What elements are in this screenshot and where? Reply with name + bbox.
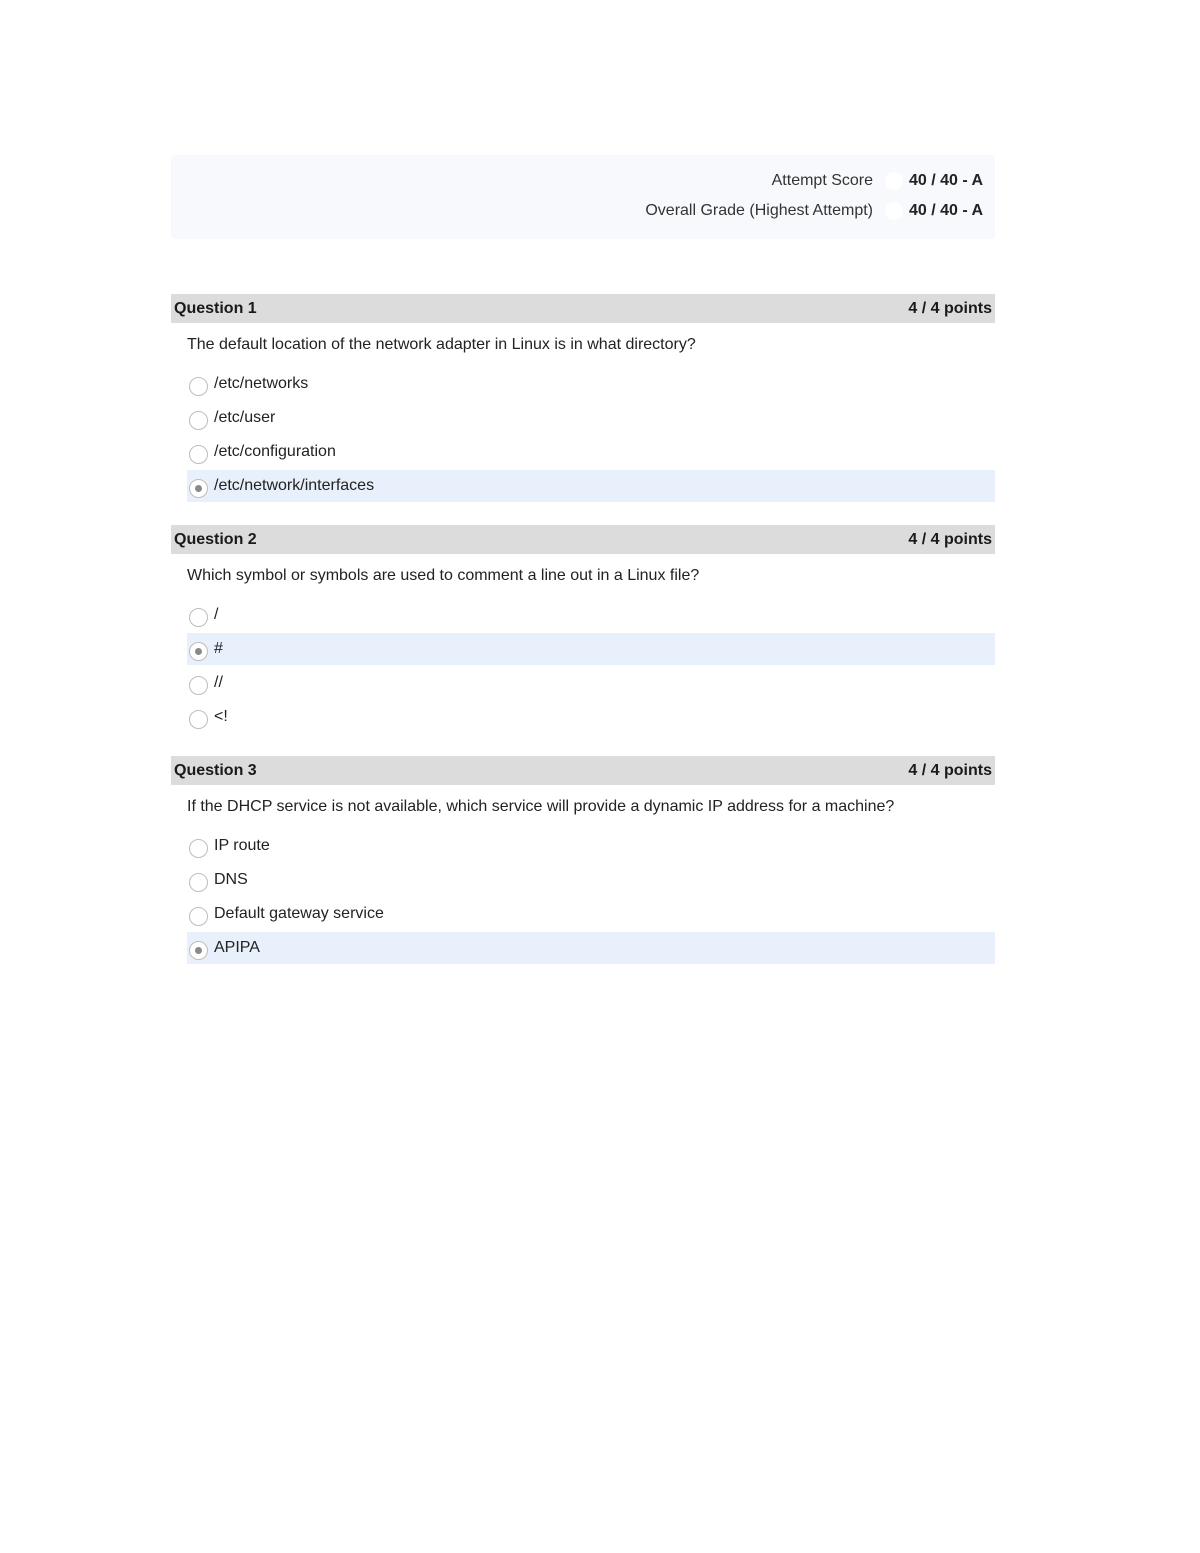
question-list (171, 294, 995, 964)
question-points: 4 / 4 points (908, 761, 992, 779)
overall-grade-row (645, 199, 995, 223)
answer-option[interactable] (187, 830, 995, 862)
attempt-score-label: Attempt Score (771, 172, 873, 189)
question-title: Question 1 (174, 299, 257, 317)
answer-option-label: /etc/network/interfaces (214, 477, 375, 494)
radio-button-icon[interactable] (189, 907, 208, 926)
radio-button-icon[interactable] (189, 839, 208, 858)
answer-option[interactable] (187, 402, 995, 434)
answer-option-selected[interactable] (187, 932, 995, 964)
answer-options (187, 368, 995, 502)
radio-button-icon[interactable] (189, 377, 208, 396)
attempt-score-value: 40 / 40 - A (909, 172, 984, 189)
question-title: Question 3 (174, 761, 257, 779)
radio-button-icon[interactable] (189, 710, 208, 729)
radio-button-checked-icon[interactable] (189, 479, 208, 498)
answer-option-label: /etc/configuration (214, 443, 336, 460)
overall-grade-value: 40 / 40 - A (909, 202, 984, 219)
question-header (171, 756, 995, 785)
question-1 (171, 294, 995, 502)
question-title: Question 2 (174, 530, 257, 548)
question-header (171, 294, 995, 323)
answer-option-label: IP route (214, 837, 270, 854)
answer-option-label: // (214, 674, 223, 691)
overall-grade-label: Overall Grade (Highest Attempt) (645, 202, 873, 219)
question-points: 4 / 4 points (908, 299, 992, 317)
answer-option-label: <! (214, 708, 228, 725)
score-indicator-icon (885, 172, 903, 190)
question-header (171, 525, 995, 554)
answer-option[interactable] (187, 701, 995, 733)
answer-option-label: # (214, 640, 223, 657)
attempt-score-row (772, 169, 995, 193)
score-summary (171, 155, 995, 239)
answer-options (187, 830, 995, 964)
radio-button-icon[interactable] (189, 873, 208, 892)
answer-option-label: /etc/networks (214, 375, 309, 392)
radio-button-icon[interactable] (189, 411, 208, 430)
answer-option-label: DNS (214, 871, 248, 888)
quiz-results-page (171, 155, 995, 987)
radio-button-checked-icon[interactable] (189, 642, 208, 661)
answer-option[interactable] (187, 864, 995, 896)
radio-button-checked-icon[interactable] (189, 941, 208, 960)
score-indicator-icon (885, 202, 903, 220)
question-2 (171, 525, 995, 733)
answer-options (187, 599, 995, 733)
question-text: The default location of the network adapter in Linux is in what directory? (187, 336, 696, 353)
answer-option[interactable] (187, 667, 995, 699)
answer-option[interactable] (187, 368, 995, 400)
answer-option[interactable] (187, 599, 995, 631)
answer-option-selected[interactable] (187, 470, 995, 502)
answer-option[interactable] (187, 436, 995, 468)
answer-option-label: /etc/user (214, 409, 276, 426)
radio-button-icon[interactable] (189, 676, 208, 695)
question-points: 4 / 4 points (908, 530, 992, 548)
question-text: If the DHCP service is not available, which service will provide a dynamic IP address for a machine? (187, 798, 895, 815)
answer-option-label: / (214, 606, 219, 623)
answer-option-label: Default gateway service (214, 905, 384, 922)
question-text: Which symbol or symbols are used to comment a line out in a Linux file? (187, 567, 700, 584)
question-3 (171, 756, 995, 964)
answer-option-selected[interactable] (187, 633, 995, 665)
answer-option-label: APIPA (214, 939, 260, 956)
radio-button-icon[interactable] (189, 445, 208, 464)
answer-option[interactable] (187, 898, 995, 930)
radio-button-icon[interactable] (189, 608, 208, 627)
